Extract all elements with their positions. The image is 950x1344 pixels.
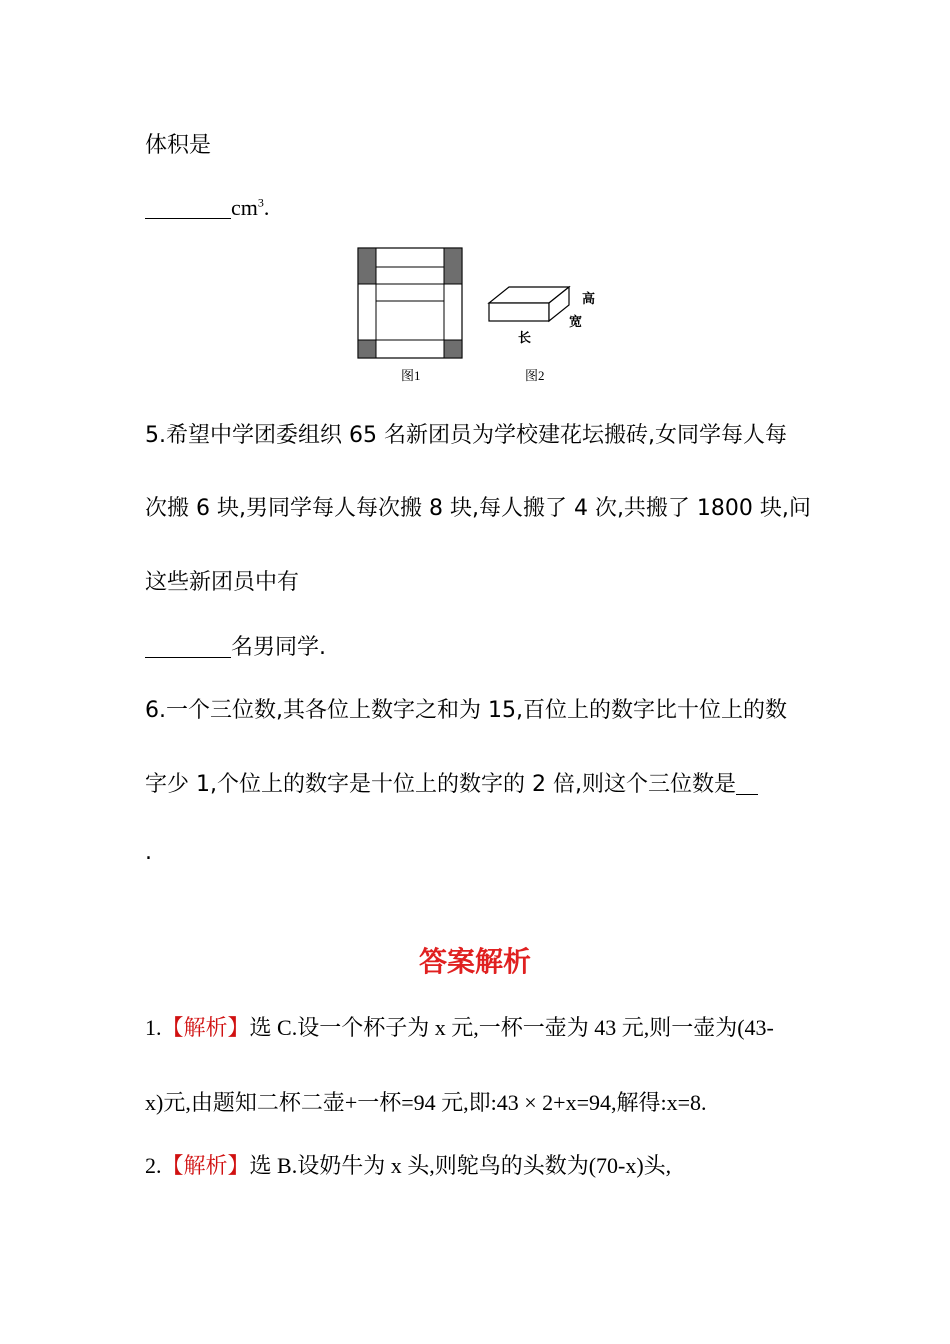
q4-unit-exponent: 3 — [257, 195, 264, 210]
fig-label-height: 高 — [582, 292, 596, 307]
q4-figure — [355, 245, 615, 389]
q5-text-line2: 次搬 6 块,男同学每人每次搬 8 块,每人搬了 4 次,共搬了 1800 块,问 — [145, 496, 811, 521]
q4-answer-blank[interactable] — [145, 196, 231, 219]
answers-heading: 答案解析 — [418, 945, 531, 978]
answer-2-number: 2. — [145, 1153, 162, 1178]
q6-text-line2-content: 字少 1,个位上的数字是十位上的数字的 2 倍,则这个三位数是 — [145, 772, 736, 797]
q5-text-line1: 5.希望中学团委组织 65 名新团员为学校建花坛搬砖,女同学每人每 — [145, 423, 787, 448]
fig-label-fig1: 图1 — [401, 368, 421, 383]
answer-2-line1 — [145, 1149, 671, 1180]
fig-label-length: 长 — [518, 331, 532, 346]
q5-answer-line — [145, 630, 326, 661]
q6-text-line3: . — [145, 840, 152, 865]
q4-answer-line — [145, 195, 269, 221]
q4-unit: cm — [231, 195, 258, 220]
answer-1-tag: 【解析】 — [161, 1015, 250, 1040]
answer-2-tag: 【解析】 — [161, 1153, 250, 1178]
answer-2-text: 选 B.设奶牛为 x 头,则鸵鸟的头数为(70-x)头, — [249, 1153, 672, 1178]
fig-label-width: 宽 — [569, 315, 583, 330]
answer-1-number: 1. — [145, 1015, 162, 1040]
answer-1-text1: 选 C.设一个杯子为 x 元,一杯一壶为 43 元,则一壶为(43- — [249, 1015, 774, 1040]
q5-answer-blank[interactable] — [145, 635, 231, 658]
q6-text-line1: 6.一个三位数,其各位上数字之和为 15,百位上的数字比十位上的数 — [145, 698, 787, 723]
q4-unit-end: . — [263, 195, 270, 220]
q6-answer-blank[interactable] — [736, 772, 758, 795]
q5-suffix: 名男同学. — [231, 635, 326, 660]
q6-text-line2 — [145, 767, 758, 798]
fig-label-fig2: 图2 — [525, 368, 545, 383]
q5-text-line3: 这些新团员中有 — [145, 570, 300, 595]
answer-1-line2: x)元,由题知二杯二壶+一杯=94 元,即:43 × 2+x=94,解得:x=8. — [145, 1090, 707, 1115]
answer-1-line1 — [145, 1011, 774, 1042]
q4-text-line1: 体积是 — [145, 133, 212, 158]
